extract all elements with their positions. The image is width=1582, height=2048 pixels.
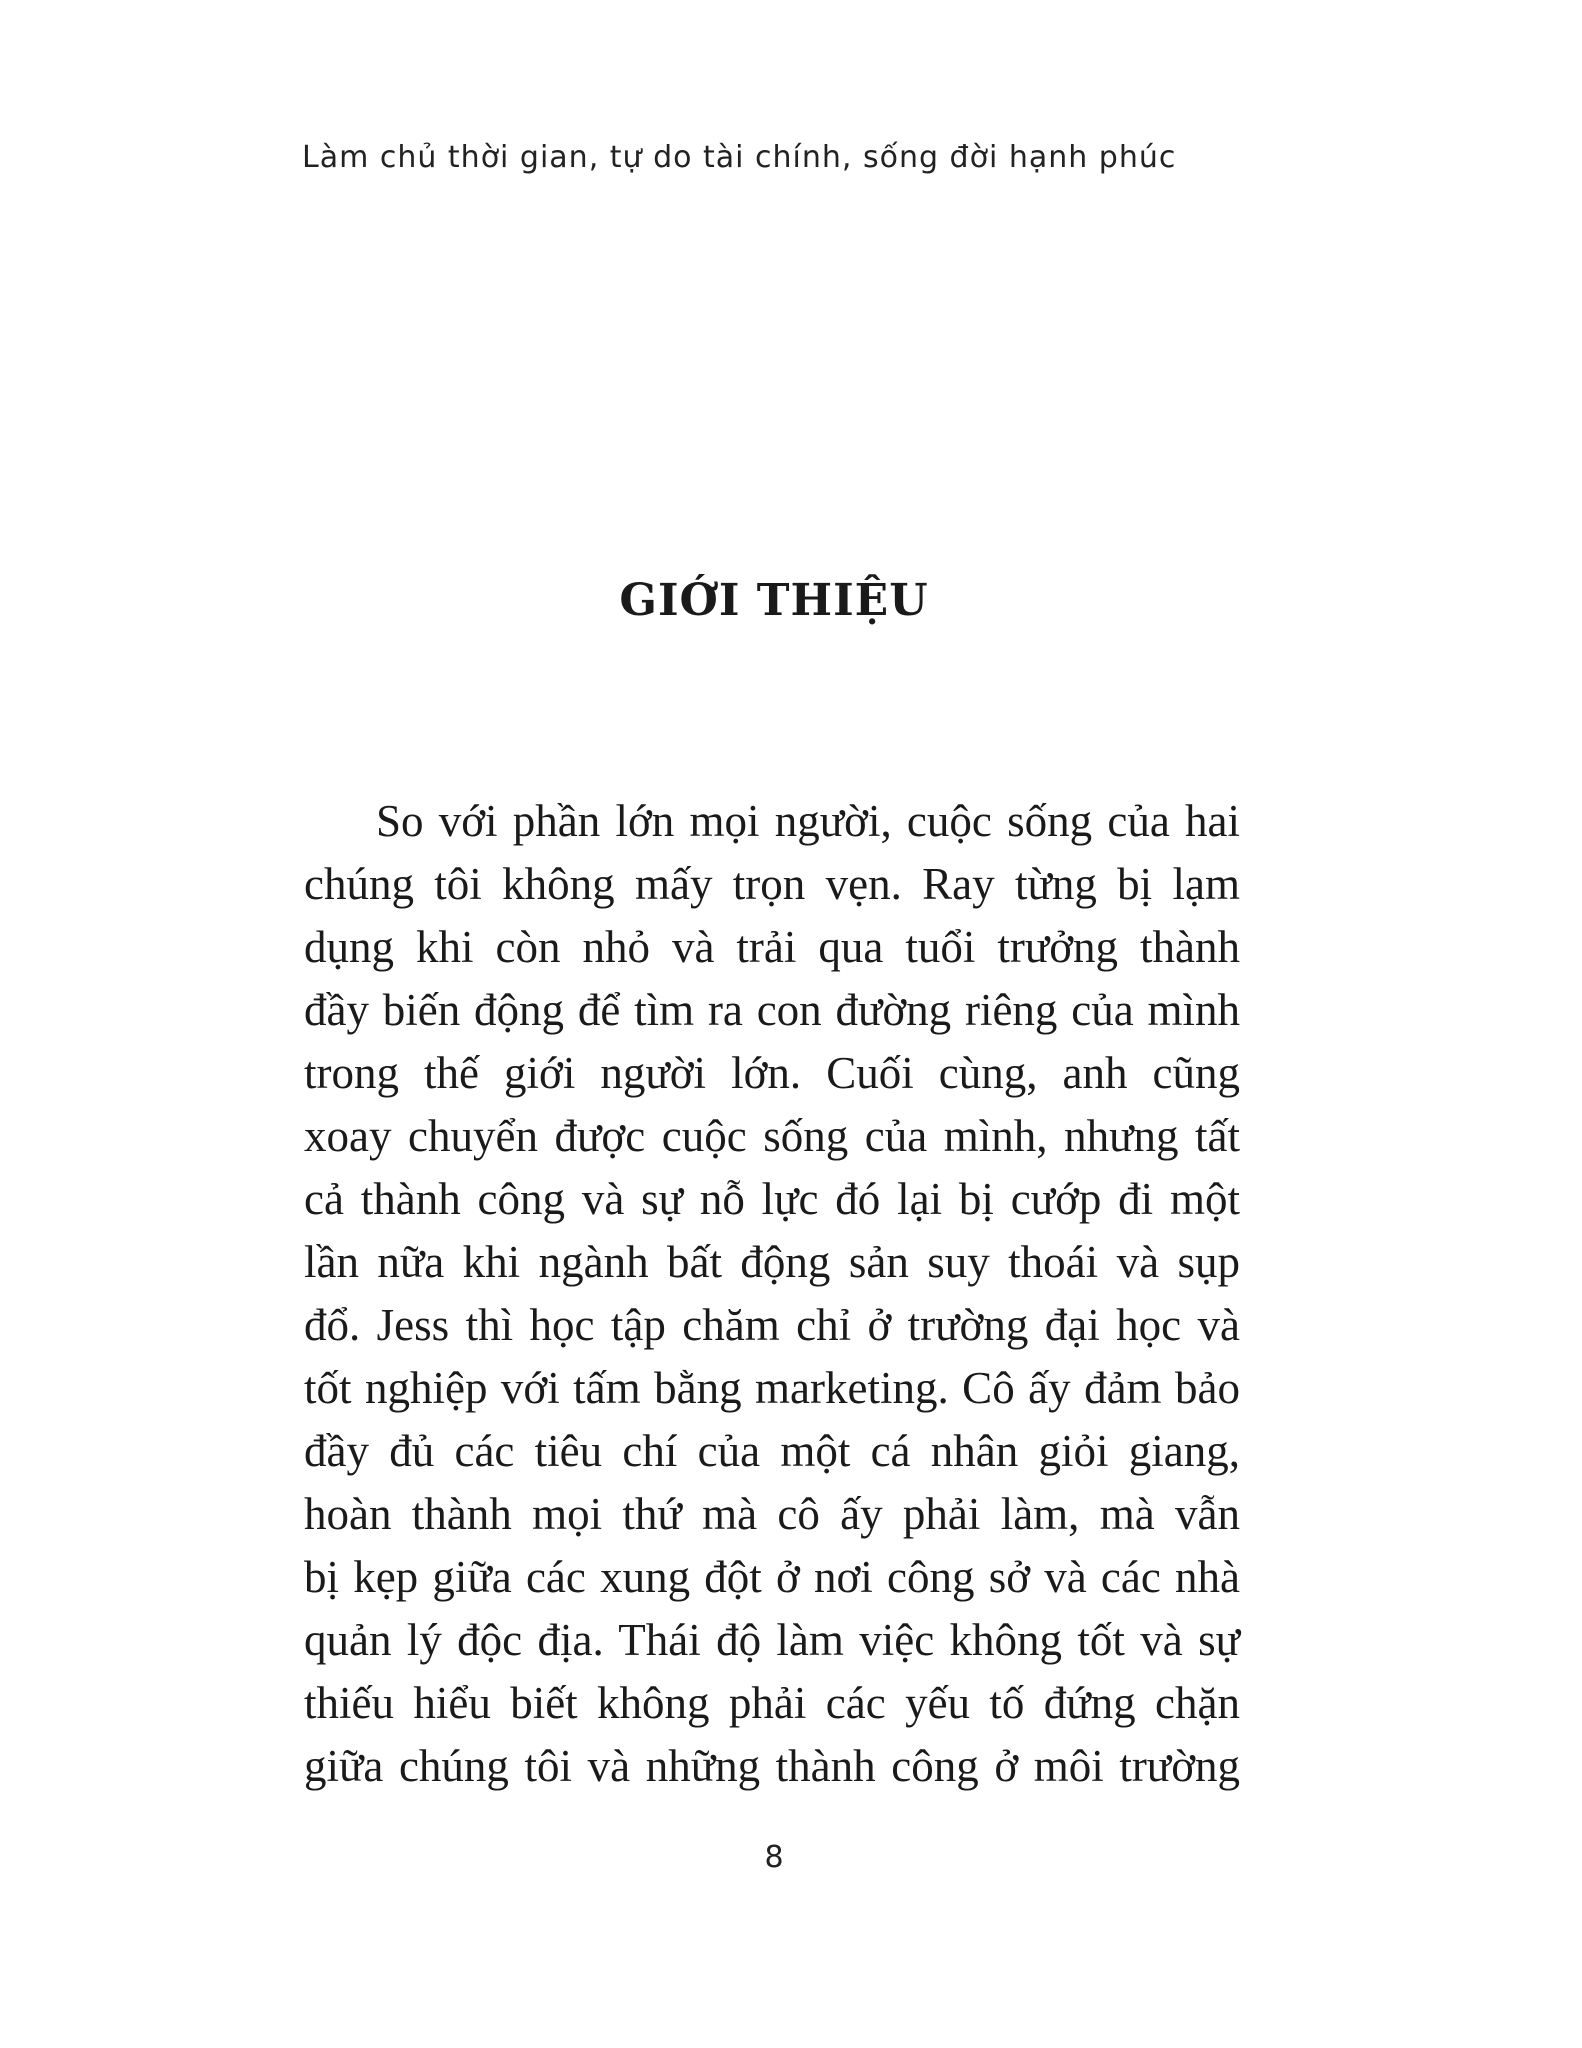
text-line: đầy đủ các tiêu chí của một cá nhân giỏi giang, <box>304 1426 1240 1476</box>
text-line: hoàn thành mọi thứ mà cô ấy phải làm, mà vẫn <box>304 1489 1240 1539</box>
text-line: giữa chúng tôi và những thành công ở môi trường <box>304 1741 1240 1791</box>
running-header: Làm chủ thời gian, tự do tài chính, sống đời hạnh phúc <box>302 140 1177 175</box>
page-number: 8 <box>764 1840 784 1875</box>
text-line: chúng tôi không mấy trọn vẹn. Ray từng bị lạm <box>304 859 1240 909</box>
text-line: tốt nghiệp với tấm bằng marketing. Cô ấy đảm bảo <box>304 1363 1240 1413</box>
text-line: lần nữa khi ngành bất động sản suy thoái và sụp <box>304 1237 1240 1287</box>
text-line: đổ. Jess thì học tập chăm chỉ ở trường đại học và <box>304 1300 1240 1350</box>
text-line: bị kẹp giữa các xung đột ở nơi công sở và các nhà <box>304 1552 1240 1602</box>
text-line: dụng khi còn nhỏ và trải qua tuổi trưởng thành <box>304 922 1240 972</box>
body-paragraph <box>304 790 1240 1798</box>
text-line: cả thành công và sự nỗ lực đó lại bị cướp đi một <box>304 1174 1240 1224</box>
text-line: quản lý độc địa. Thái độ làm việc không tốt và sự <box>304 1615 1240 1665</box>
text-line: thiếu hiểu biết không phải các yếu tố đứng chặn <box>304 1678 1240 1728</box>
chapter-title: GIỚI THIỆU <box>619 575 929 626</box>
text-line: đầy biến động để tìm ra con đường riêng của mình <box>304 985 1240 1035</box>
text-line: So với phần lớn mọi người, cuộc sống của hai <box>376 796 1240 846</box>
text-line: xoay chuyển được cuộc sống của mình, nhưng tất <box>304 1111 1240 1161</box>
text-line: trong thế giới người lớn. Cuối cùng, anh cũng <box>304 1048 1240 1098</box>
